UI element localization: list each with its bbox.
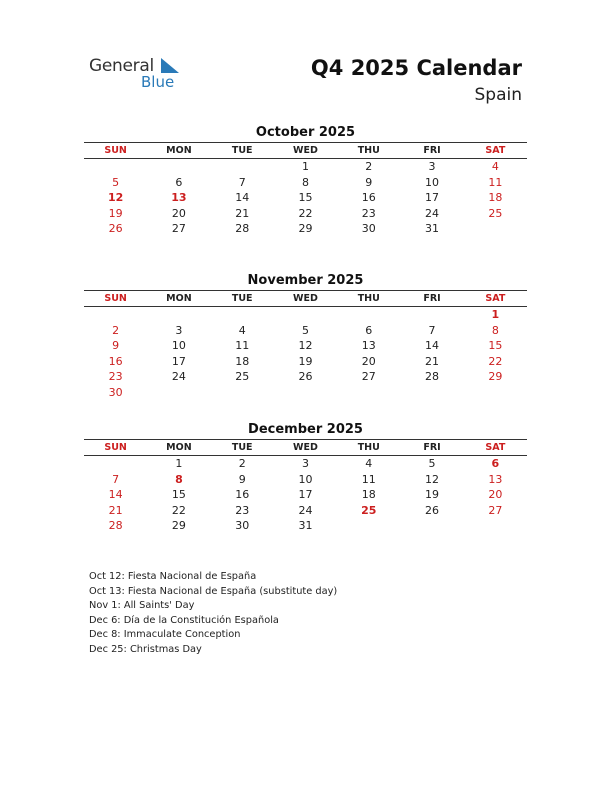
weekday-header-row bbox=[84, 142, 527, 159]
day-cell: 18 bbox=[361, 488, 376, 502]
day-cell: 8 bbox=[491, 323, 499, 337]
holiday-item: Dec 25: Christmas Day bbox=[89, 643, 202, 655]
empty-day-cell bbox=[464, 221, 527, 237]
holiday-list bbox=[89, 570, 337, 657]
logo-text-general: General bbox=[89, 56, 154, 76]
weekday-sun: SUN bbox=[104, 293, 127, 304]
day-cell: 30 bbox=[108, 385, 123, 399]
holiday-item: Oct 12: Fiesta Nacional de España bbox=[89, 571, 257, 582]
week-row bbox=[84, 206, 527, 222]
holiday-item: Nov 1: All Saints' Day bbox=[89, 600, 195, 611]
day-cell: 13 bbox=[171, 191, 187, 205]
empty-day-cell bbox=[400, 385, 463, 401]
week-row bbox=[84, 338, 527, 354]
holiday-item: Oct 13: Fiesta Nacional de España (substitute day) bbox=[89, 585, 338, 597]
day-cell: 25 bbox=[235, 370, 250, 384]
empty-day-cell bbox=[211, 307, 274, 323]
empty-day-cell bbox=[274, 307, 337, 323]
day-cell: 5 bbox=[428, 457, 436, 470]
day-cell: 15 bbox=[488, 339, 503, 353]
empty-day-cell bbox=[400, 518, 463, 534]
day-cell: 7 bbox=[112, 472, 120, 486]
day-cell: 7 bbox=[428, 323, 436, 337]
day-cell: 5 bbox=[301, 323, 309, 337]
holiday-item: Dec 8: Immaculate Conception bbox=[89, 629, 241, 640]
day-cell: 20 bbox=[361, 354, 376, 368]
day-cell: 31 bbox=[298, 519, 313, 533]
day-cell: 13 bbox=[361, 339, 376, 353]
weekday-fri: FRI bbox=[423, 293, 441, 304]
holiday-item: Dec 6: Día de la Constitución Española bbox=[89, 614, 279, 626]
day-cell: 23 bbox=[361, 206, 376, 220]
month-title: December 2025 bbox=[248, 422, 363, 437]
day-cell: 27 bbox=[361, 370, 376, 384]
day-cell: 14 bbox=[235, 191, 250, 205]
weekday-wed: WED bbox=[293, 145, 318, 156]
week-row bbox=[84, 323, 527, 339]
day-cell: 6 bbox=[365, 323, 373, 337]
day-cell: 7 bbox=[238, 175, 246, 189]
day-cell: 11 bbox=[235, 339, 250, 353]
day-cell: 30 bbox=[235, 519, 250, 533]
day-cell: 28 bbox=[425, 370, 440, 384]
logo-flag-icon bbox=[159, 58, 179, 73]
month-title: October 2025 bbox=[255, 125, 356, 140]
day-cell: 26 bbox=[108, 222, 123, 236]
day-cell: 25 bbox=[361, 503, 377, 517]
week-row bbox=[84, 190, 527, 206]
day-cell: 9 bbox=[112, 339, 120, 353]
day-cell: 3 bbox=[175, 323, 183, 337]
weekday-thu: THU bbox=[357, 442, 380, 453]
empty-day-cell bbox=[84, 456, 147, 472]
empty-day-cell bbox=[337, 518, 400, 534]
week-row bbox=[84, 175, 527, 191]
weekday-mon: MON bbox=[166, 293, 192, 304]
week-row bbox=[84, 307, 527, 323]
weekday-sun: SUN bbox=[104, 442, 127, 453]
day-cell: 11 bbox=[488, 175, 503, 189]
day-cell: 16 bbox=[361, 191, 376, 205]
day-cell: 24 bbox=[298, 503, 313, 517]
day-cell: 8 bbox=[301, 175, 309, 189]
weekday-tue: TUE bbox=[231, 145, 253, 156]
day-cell: 14 bbox=[108, 488, 123, 502]
week-row bbox=[84, 518, 527, 534]
day-cell: 1 bbox=[301, 160, 309, 173]
weekday-fri: FRI bbox=[423, 442, 441, 453]
day-cell: 3 bbox=[428, 160, 436, 173]
week-row bbox=[84, 159, 527, 175]
weekday-sat: SAT bbox=[485, 293, 506, 304]
day-cell: 24 bbox=[425, 206, 440, 220]
weekday-header-row bbox=[84, 290, 527, 307]
weekday-wed: WED bbox=[293, 442, 318, 453]
day-cell: 26 bbox=[425, 503, 440, 517]
empty-day-cell bbox=[464, 518, 527, 534]
day-cell: 25 bbox=[488, 206, 503, 220]
weekday-thu: THU bbox=[357, 293, 380, 304]
day-cell: 2 bbox=[365, 160, 373, 173]
page-title: Q4 2025 Calendar bbox=[310, 56, 522, 80]
weekday-tue: TUE bbox=[231, 293, 253, 304]
day-cell: 27 bbox=[488, 503, 503, 517]
day-cell: 29 bbox=[171, 519, 186, 533]
day-cell: 27 bbox=[171, 222, 186, 236]
day-cell: 29 bbox=[488, 370, 503, 384]
day-cell: 28 bbox=[235, 222, 250, 236]
day-cell: 1 bbox=[491, 308, 500, 321]
day-cell: 14 bbox=[425, 339, 440, 353]
day-cell: 12 bbox=[107, 191, 124, 205]
weekday-sun: SUN bbox=[104, 145, 127, 156]
weekday-thu: THU bbox=[357, 145, 380, 156]
day-cell: 15 bbox=[298, 191, 313, 205]
day-cell: 1 bbox=[175, 457, 183, 470]
day-cell: 12 bbox=[425, 472, 440, 486]
day-cell: 20 bbox=[488, 488, 503, 502]
weekday-tue: TUE bbox=[231, 442, 253, 453]
month-november bbox=[84, 273, 527, 401]
day-cell: 17 bbox=[298, 488, 313, 502]
day-cell: 13 bbox=[488, 472, 503, 486]
week-row bbox=[84, 354, 527, 370]
day-cell: 28 bbox=[108, 519, 123, 533]
day-cell: 4 bbox=[365, 457, 373, 470]
day-cell: 22 bbox=[171, 503, 186, 517]
day-cell: 19 bbox=[108, 206, 123, 220]
day-cell: 26 bbox=[298, 370, 313, 384]
weekday-mon: MON bbox=[166, 145, 192, 156]
day-cell: 17 bbox=[171, 354, 186, 368]
empty-day-cell bbox=[84, 159, 147, 175]
week-row bbox=[84, 487, 527, 503]
empty-day-cell bbox=[274, 385, 337, 401]
weekday-mon: MON bbox=[166, 442, 192, 453]
day-cell: 12 bbox=[298, 339, 313, 353]
week-row bbox=[84, 456, 527, 472]
day-cell: 8 bbox=[175, 472, 183, 486]
week-row bbox=[84, 472, 527, 488]
day-cell: 10 bbox=[425, 175, 440, 189]
weekday-wed: WED bbox=[293, 293, 318, 304]
month-december bbox=[84, 422, 527, 534]
country-name: Spain bbox=[474, 85, 522, 105]
empty-day-cell bbox=[147, 385, 210, 401]
day-cell: 9 bbox=[365, 175, 373, 189]
month-october bbox=[84, 125, 527, 237]
day-cell: 18 bbox=[235, 354, 250, 368]
day-cell: 6 bbox=[491, 457, 500, 470]
day-cell: 4 bbox=[491, 160, 499, 173]
empty-day-cell bbox=[211, 159, 274, 175]
day-cell: 16 bbox=[235, 488, 250, 502]
day-cell: 11 bbox=[361, 472, 376, 486]
empty-day-cell bbox=[337, 307, 400, 323]
day-cell: 15 bbox=[171, 488, 186, 502]
week-row bbox=[84, 221, 527, 237]
weekday-sat: SAT bbox=[485, 442, 506, 453]
day-cell: 21 bbox=[425, 354, 440, 368]
day-cell: 5 bbox=[112, 175, 120, 189]
day-cell: 9 bbox=[238, 472, 246, 486]
day-cell: 22 bbox=[488, 354, 503, 368]
empty-day-cell bbox=[211, 385, 274, 401]
day-cell: 16 bbox=[108, 354, 123, 368]
day-cell: 19 bbox=[298, 354, 313, 368]
empty-day-cell bbox=[464, 385, 527, 401]
empty-day-cell bbox=[337, 385, 400, 401]
day-cell: 24 bbox=[171, 370, 186, 384]
day-cell: 18 bbox=[488, 191, 503, 205]
day-cell: 29 bbox=[298, 222, 313, 236]
day-cell: 2 bbox=[238, 457, 246, 470]
day-cell: 23 bbox=[235, 503, 250, 517]
day-cell: 21 bbox=[235, 206, 250, 220]
empty-day-cell bbox=[147, 159, 210, 175]
day-cell: 31 bbox=[425, 222, 440, 236]
brand-logo bbox=[89, 56, 189, 96]
month-title: November 2025 bbox=[247, 273, 364, 288]
day-cell: 10 bbox=[171, 339, 186, 353]
week-row bbox=[84, 503, 527, 519]
empty-day-cell bbox=[400, 307, 463, 323]
day-cell: 6 bbox=[175, 175, 183, 189]
weekday-fri: FRI bbox=[423, 145, 441, 156]
day-cell: 3 bbox=[301, 457, 309, 470]
day-cell: 30 bbox=[361, 222, 376, 236]
day-cell: 2 bbox=[112, 323, 120, 337]
logo-text-blue: Blue bbox=[141, 73, 175, 91]
day-cell: 4 bbox=[238, 323, 246, 337]
empty-day-cell bbox=[147, 307, 210, 323]
day-cell: 23 bbox=[108, 370, 123, 384]
weekday-header-row bbox=[84, 439, 527, 456]
day-cell: 20 bbox=[171, 206, 186, 220]
week-row bbox=[84, 385, 527, 401]
empty-day-cell bbox=[84, 307, 147, 323]
weekday-sat: SAT bbox=[485, 145, 506, 156]
day-cell: 19 bbox=[425, 488, 440, 502]
week-row bbox=[84, 369, 527, 385]
day-cell: 22 bbox=[298, 206, 313, 220]
day-cell: 21 bbox=[108, 503, 123, 517]
day-cell: 10 bbox=[298, 472, 313, 486]
day-cell: 17 bbox=[425, 191, 440, 205]
